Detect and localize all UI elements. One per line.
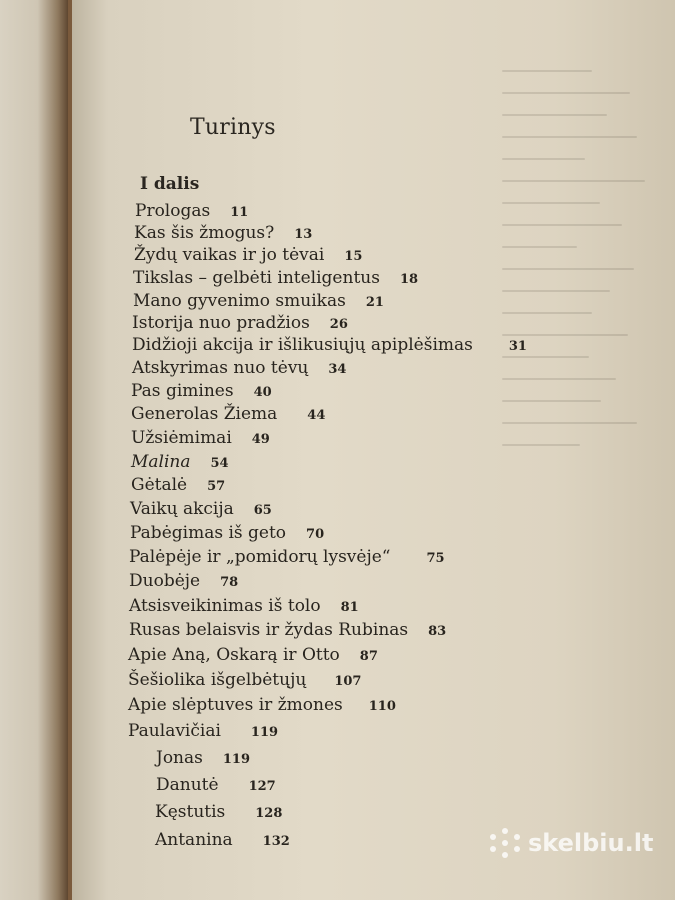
- toc-entry-page: 119: [250, 725, 279, 740]
- toc-entry-page: 110: [368, 699, 396, 714]
- toc-entry: [130, 523, 324, 543]
- toc-entry-title: Šešiolika išgelbėtųjų: [128, 670, 307, 690]
- toc-entry: [134, 223, 312, 243]
- toc-entry-title: Kas šis žmogus?: [134, 223, 275, 243]
- toc-entry-title: Atskyrimas nuo tėvų: [132, 358, 309, 378]
- toc-entry-title: Pabėgimas iš geto: [130, 523, 287, 543]
- toc-entry-title: Mano gyvenimo smuikas: [133, 291, 346, 311]
- toc-subentry: [155, 830, 290, 850]
- left-page-edge: [0, 0, 68, 900]
- toc-entry-page: 40: [253, 385, 272, 400]
- toc-entry-page: 57: [207, 479, 226, 494]
- skelbiu-logo-icon: [490, 828, 520, 858]
- toc-entry-page: 11: [230, 205, 249, 220]
- toc-entry-page: 13: [294, 227, 313, 242]
- toc-entry-title: Palėpėje ir „pomidorų lysvėje“: [129, 547, 391, 567]
- toc-entry-page: 49: [251, 432, 270, 447]
- toc-entry-page: 54: [210, 456, 229, 471]
- toc-entry-title: Malina: [131, 452, 191, 472]
- toc-entry-page: 132: [262, 834, 290, 849]
- toc-entry-title: Duobėje: [129, 571, 201, 591]
- toc-entry: [131, 404, 325, 424]
- toc-entry-title: Jonas: [156, 748, 203, 768]
- toc-entry: [132, 313, 348, 333]
- toc-entry: [129, 571, 238, 591]
- toc-entry-page: 87: [359, 649, 378, 664]
- toc-entry: [135, 201, 248, 221]
- toc-entry-page: 83: [428, 624, 447, 639]
- toc-entry-page: 128: [255, 806, 283, 821]
- toc-entry: [133, 268, 418, 288]
- toc-entry: [133, 291, 384, 311]
- toc-entry: [128, 645, 378, 665]
- part-heading: I dalis: [140, 174, 200, 194]
- toc-entry: [128, 670, 361, 690]
- toc-entry: [129, 547, 445, 567]
- toc-entry-title: Vaikų akcija: [130, 499, 234, 519]
- toc-entry-title: Istorija nuo pradžios: [132, 313, 310, 333]
- toc-entry-title: Paulavičiai: [128, 721, 221, 741]
- toc-entry: [131, 381, 272, 401]
- toc-entry: [129, 596, 359, 616]
- toc-entry: [128, 721, 278, 741]
- toc-entry-title: Prologas: [135, 201, 211, 221]
- toc-entry-title: Generolas Žiema: [131, 404, 278, 424]
- toc-entry: [129, 620, 446, 640]
- toc-subentry: [155, 802, 282, 822]
- toc-entry-page: 65: [253, 503, 272, 518]
- toc-entry-title: Apie slėptuves ir žmones: [128, 695, 343, 715]
- toc-entry-title: Apie Aną, Oskarą ir Otto: [128, 645, 340, 665]
- toc-entry: [132, 358, 346, 378]
- toc-entry-page: 78: [220, 575, 239, 590]
- toc-entry-page: 44: [307, 408, 326, 423]
- toc-entry-title: Kęstutis: [155, 802, 226, 822]
- toc-entry-title: Didžioji akcija ir išlikusiųjų apiplėšimas: [132, 335, 473, 355]
- toc-entry-page: 75: [426, 551, 445, 566]
- toc-entry-title: Antanina: [155, 830, 233, 850]
- toc-entry: [131, 428, 270, 448]
- toc-entry-title: Užsiėmimai: [131, 428, 232, 448]
- book-page: [72, 0, 675, 900]
- toc-entry-title: Žydų vaikas ir jo tėvai: [134, 245, 325, 265]
- toc-title: Turinys: [190, 115, 276, 140]
- toc-entry: [132, 335, 527, 355]
- toc-entry: [128, 695, 396, 715]
- toc-entry-title: Gėtalė: [131, 475, 188, 495]
- toc-entry-page: 119: [222, 752, 250, 767]
- toc-entry-title: Tikslas – gelbėti inteligentus: [133, 268, 380, 288]
- toc-subentry: [156, 775, 276, 795]
- toc-entry-page: 81: [340, 600, 359, 615]
- watermark: [490, 828, 653, 858]
- toc-entry: [131, 452, 229, 472]
- toc-subentry: [156, 748, 250, 768]
- toc-entry-page: 34: [328, 362, 347, 377]
- show-through-text: [502, 70, 652, 510]
- toc-entry-title: Rusas belaisvis ir žydas Rubinas: [129, 620, 409, 640]
- toc-entry: [131, 475, 225, 495]
- toc-entry-page: 21: [365, 295, 384, 310]
- toc-entry-title: Atsisveikinimas iš tolo: [129, 596, 321, 616]
- toc-entry-page: 18: [399, 272, 419, 287]
- toc-entry: [130, 499, 272, 519]
- toc-entry: [134, 245, 362, 265]
- toc-entry-title: Danutė: [156, 775, 219, 795]
- toc-entry-page: 107: [334, 674, 362, 689]
- toc-entry-title: Pas gimines: [131, 381, 234, 401]
- watermark-text: skelbiu.lt: [528, 829, 654, 857]
- toc-entry-page: 70: [306, 527, 325, 542]
- toc-entry-page: 127: [248, 779, 276, 794]
- toc-entry-page: 15: [344, 249, 363, 264]
- toc-entry-page: 26: [329, 317, 348, 332]
- toc-entry-page: 31: [508, 339, 527, 354]
